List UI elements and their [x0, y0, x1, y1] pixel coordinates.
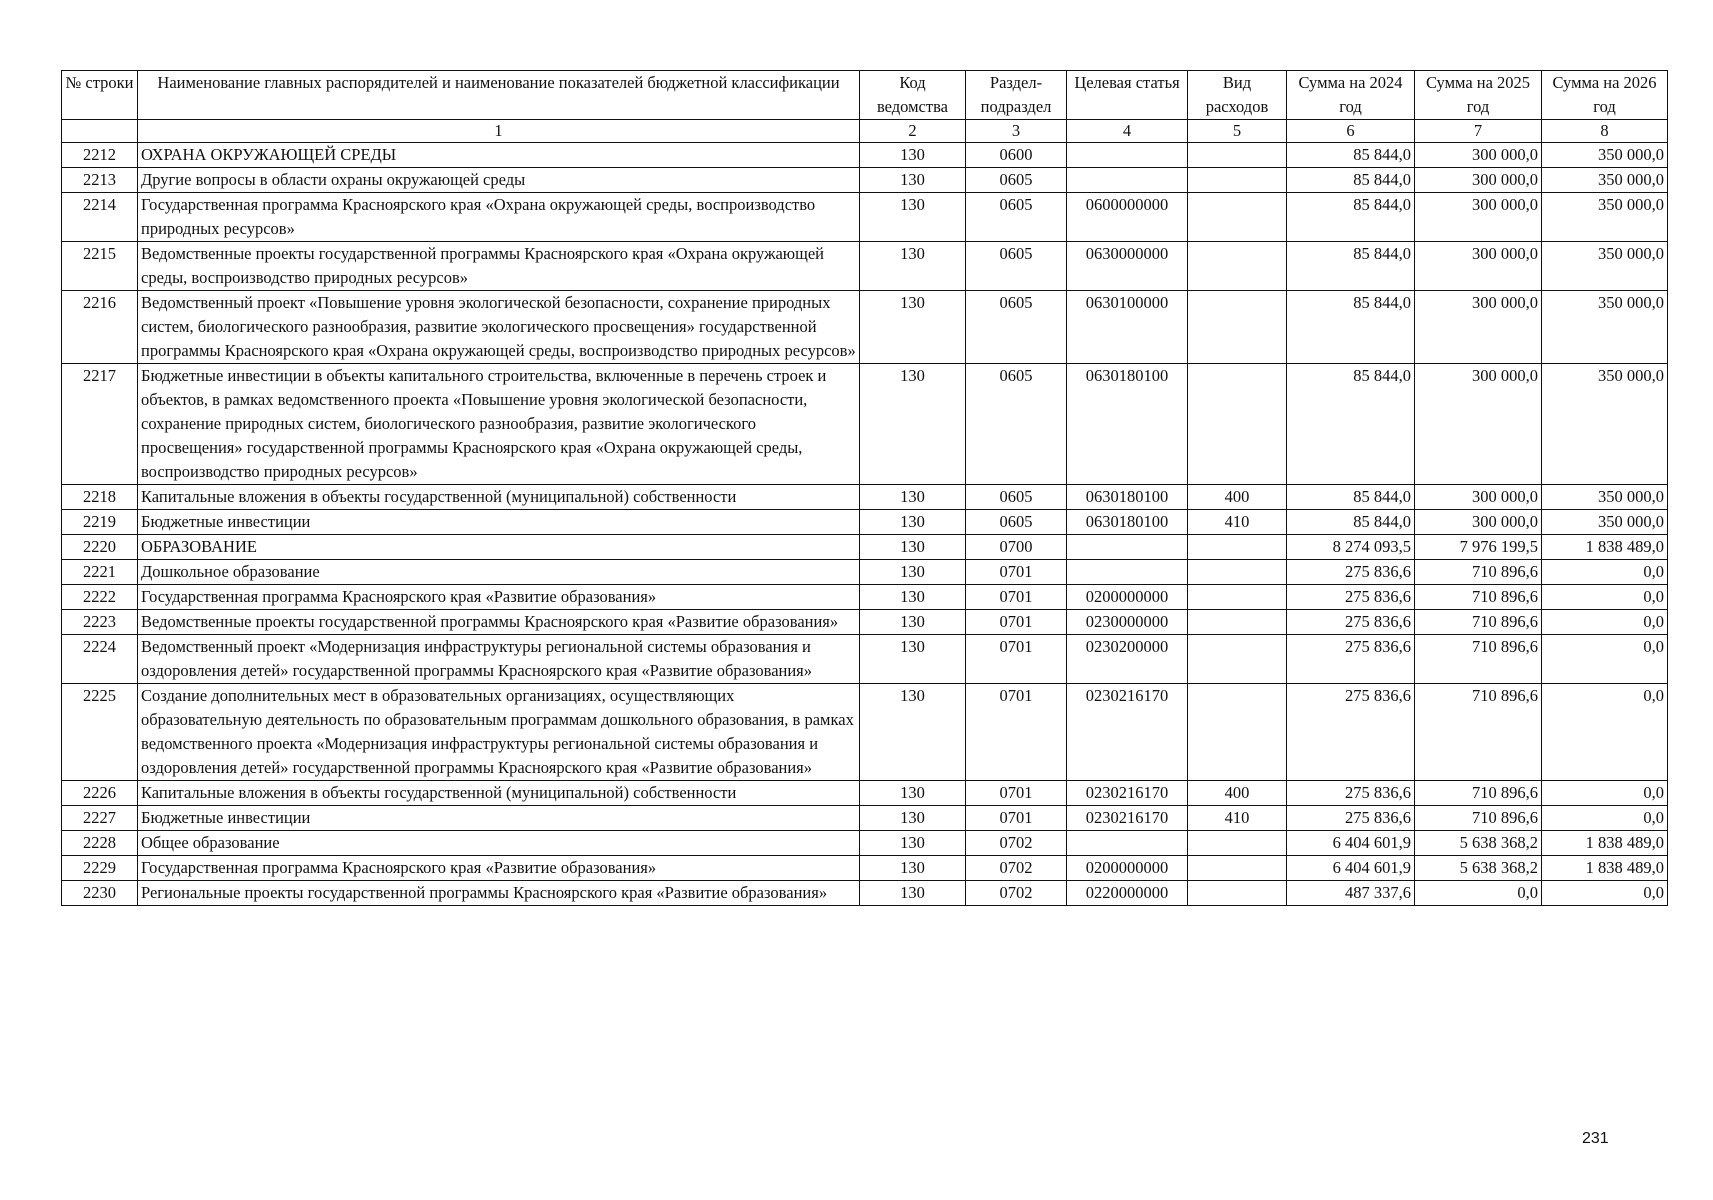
expense-type	[1188, 364, 1287, 485]
target-code: 0630180100	[1067, 485, 1188, 510]
target-code: 0230200000	[1067, 635, 1188, 684]
target-code: 0630100000	[1067, 291, 1188, 364]
table-row	[62, 535, 1668, 560]
column-number: 4	[1067, 120, 1188, 143]
sum-2026: 0,0	[1542, 585, 1668, 610]
table-row	[62, 560, 1668, 585]
sum-2025: 300 000,0	[1415, 510, 1542, 535]
row-number: 2219	[62, 510, 138, 535]
sum-2026: 350 000,0	[1542, 510, 1668, 535]
target-code	[1067, 831, 1188, 856]
target-code: 0200000000	[1067, 585, 1188, 610]
sum-2024: 275 836,6	[1287, 684, 1415, 781]
sum-2024: 275 836,6	[1287, 610, 1415, 635]
sum-2024: 6 404 601,9	[1287, 856, 1415, 881]
section-code: 0700	[966, 535, 1067, 560]
expense-type	[1188, 560, 1287, 585]
row-name: Общее образование	[138, 831, 860, 856]
target-code: 0630180100	[1067, 364, 1188, 485]
dept-code: 130	[860, 610, 966, 635]
sum-2025: 300 000,0	[1415, 485, 1542, 510]
expense-type	[1188, 831, 1287, 856]
expense-type	[1188, 856, 1287, 881]
sum-2024: 85 844,0	[1287, 291, 1415, 364]
table-row	[62, 193, 1668, 242]
section-code: 0600	[966, 143, 1067, 168]
dept-code: 130	[860, 831, 966, 856]
section-code: 0702	[966, 856, 1067, 881]
sum-2026: 350 000,0	[1542, 143, 1668, 168]
table-row	[62, 242, 1668, 291]
sum-2026: 0,0	[1542, 881, 1668, 906]
section-code: 0701	[966, 806, 1067, 831]
row-name: Бюджетные инвестиции	[138, 510, 860, 535]
row-name: Ведомственный проект «Повышение уровня экологической безопасности, сохранение природных систем, биологического разнообразия, развитие экологического просвещения» государственной программы Красноярского края «Охрана окружающей среды, воспроизводство природных ресурсов»	[138, 291, 860, 364]
sum-2024: 85 844,0	[1287, 364, 1415, 485]
sum-2024: 85 844,0	[1287, 168, 1415, 193]
sum-2026: 350 000,0	[1542, 364, 1668, 485]
sum-2025: 710 896,6	[1415, 684, 1542, 781]
expense-type	[1188, 242, 1287, 291]
row-name: ОБРАЗОВАНИЕ	[138, 535, 860, 560]
column-number: 8	[1542, 120, 1668, 143]
column-number: 2	[860, 120, 966, 143]
dept-code: 130	[860, 781, 966, 806]
sum-2026: 350 000,0	[1542, 168, 1668, 193]
budget-table	[61, 70, 1668, 906]
row-name: Другие вопросы в области охраны окружающей среды	[138, 168, 860, 193]
table-body	[62, 143, 1668, 906]
sum-2026: 0,0	[1542, 781, 1668, 806]
section-code: 0701	[966, 585, 1067, 610]
header-row-no: № строки	[62, 71, 138, 120]
header-target: Целевая статья	[1067, 71, 1188, 120]
dept-code: 130	[860, 291, 966, 364]
row-number: 2224	[62, 635, 138, 684]
table-row	[62, 143, 1668, 168]
sum-2024: 275 836,6	[1287, 635, 1415, 684]
row-number: 2226	[62, 781, 138, 806]
expense-type: 410	[1188, 806, 1287, 831]
sum-2024: 6 404 601,9	[1287, 831, 1415, 856]
sum-2026: 1 838 489,0	[1542, 535, 1668, 560]
dept-code: 130	[860, 684, 966, 781]
expense-type	[1188, 143, 1287, 168]
dept-code: 130	[860, 881, 966, 906]
expense-type	[1188, 610, 1287, 635]
row-number: 2220	[62, 535, 138, 560]
target-code: 0630000000	[1067, 242, 1188, 291]
row-number: 2217	[62, 364, 138, 485]
sum-2025: 300 000,0	[1415, 193, 1542, 242]
sum-2025: 0,0	[1415, 881, 1542, 906]
sum-2025: 7 976 199,5	[1415, 535, 1542, 560]
target-code: 0230000000	[1067, 610, 1188, 635]
row-number: 2215	[62, 242, 138, 291]
sum-2024: 275 836,6	[1287, 560, 1415, 585]
sum-2026: 0,0	[1542, 684, 1668, 781]
dept-code: 130	[860, 168, 966, 193]
sum-2024: 85 844,0	[1287, 143, 1415, 168]
section-code: 0605	[966, 168, 1067, 193]
sum-2025: 710 896,6	[1415, 806, 1542, 831]
dept-code: 130	[860, 560, 966, 585]
section-code: 0605	[966, 485, 1067, 510]
section-code: 0701	[966, 610, 1067, 635]
dept-code: 130	[860, 635, 966, 684]
target-code	[1067, 535, 1188, 560]
row-name: Ведомственные проекты государственной программы Красноярского края «Развитие образования»	[138, 610, 860, 635]
sum-2025: 300 000,0	[1415, 168, 1542, 193]
sum-2024: 85 844,0	[1287, 485, 1415, 510]
dept-code: 130	[860, 143, 966, 168]
section-code: 0701	[966, 635, 1067, 684]
table-row	[62, 485, 1668, 510]
section-code: 0701	[966, 684, 1067, 781]
sum-2024: 85 844,0	[1287, 510, 1415, 535]
table-row	[62, 291, 1668, 364]
row-name: Дошкольное образование	[138, 560, 860, 585]
sum-2025: 300 000,0	[1415, 364, 1542, 485]
table-row	[62, 168, 1668, 193]
dept-code: 130	[860, 193, 966, 242]
sum-2026: 350 000,0	[1542, 193, 1668, 242]
table-row	[62, 585, 1668, 610]
row-name: Капитальные вложения в объекты государственной (муниципальной) собственности	[138, 485, 860, 510]
dept-code: 130	[860, 856, 966, 881]
row-number: 2230	[62, 881, 138, 906]
table-row	[62, 510, 1668, 535]
column-number: 7	[1415, 120, 1542, 143]
section-code: 0605	[966, 364, 1067, 485]
sum-2024: 85 844,0	[1287, 193, 1415, 242]
sum-2026: 0,0	[1542, 610, 1668, 635]
section-code: 0605	[966, 242, 1067, 291]
sum-2024: 85 844,0	[1287, 242, 1415, 291]
row-name: Государственная программа Красноярского края «Охрана окружающей среды, воспроизводство природных ресурсов»	[138, 193, 860, 242]
sum-2026: 0,0	[1542, 635, 1668, 684]
sum-2025: 710 896,6	[1415, 560, 1542, 585]
expense-type	[1188, 535, 1287, 560]
table-row	[62, 781, 1668, 806]
dept-code: 130	[860, 485, 966, 510]
row-number: 2223	[62, 610, 138, 635]
sum-2025: 300 000,0	[1415, 143, 1542, 168]
expense-type	[1188, 193, 1287, 242]
expense-type: 400	[1188, 781, 1287, 806]
sum-2024: 487 337,6	[1287, 881, 1415, 906]
table-row	[62, 881, 1668, 906]
expense-type	[1188, 585, 1287, 610]
row-number: 2214	[62, 193, 138, 242]
header-dept-code: Код ведомства	[860, 71, 966, 120]
expense-type: 410	[1188, 510, 1287, 535]
expense-type	[1188, 168, 1287, 193]
row-number: 2227	[62, 806, 138, 831]
column-number: 1	[138, 120, 860, 143]
header-expense-type: Вид расходов	[1188, 71, 1287, 120]
expense-type	[1188, 684, 1287, 781]
header-name: Наименование главных распорядителей и наименование показателей бюджетной классификации	[138, 71, 860, 120]
sum-2025: 5 638 368,2	[1415, 831, 1542, 856]
row-name: Создание дополнительных мест в образовательных организациях, осуществляющих образовательную деятельность по образовательным программам дошкольного образования, в рамках ведомственного проекта «Модернизация инфраструктуры региональной системы образования и оздоровления детей» государственной программы Красноярского края «Развитие образования»	[138, 684, 860, 781]
sum-2025: 710 896,6	[1415, 635, 1542, 684]
column-number: 6	[1287, 120, 1415, 143]
sum-2025: 300 000,0	[1415, 242, 1542, 291]
header-section: Раздел-подраздел	[966, 71, 1067, 120]
table-row	[62, 831, 1668, 856]
sum-2024: 275 836,6	[1287, 585, 1415, 610]
row-number: 2225	[62, 684, 138, 781]
dept-code: 130	[860, 242, 966, 291]
row-name: ОХРАНА ОКРУЖАЮЩЕЙ СРЕДЫ	[138, 143, 860, 168]
row-name: Региональные проекты государственной программы Красноярского края «Развитие образования»	[138, 881, 860, 906]
target-code: 0230216170	[1067, 806, 1188, 831]
header-sum-2026: Сумма на 2026 год	[1542, 71, 1668, 120]
target-code: 0230216170	[1067, 684, 1188, 781]
target-code	[1067, 560, 1188, 585]
dept-code: 130	[860, 806, 966, 831]
dept-code: 130	[860, 535, 966, 560]
target-code: 0600000000	[1067, 193, 1188, 242]
expense-type: 400	[1188, 485, 1287, 510]
row-number: 2228	[62, 831, 138, 856]
sum-2025: 710 896,6	[1415, 781, 1542, 806]
row-number: 2222	[62, 585, 138, 610]
row-number: 2216	[62, 291, 138, 364]
row-number: 2212	[62, 143, 138, 168]
row-number: 2221	[62, 560, 138, 585]
table-row	[62, 684, 1668, 781]
sum-2024: 275 836,6	[1287, 781, 1415, 806]
target-code	[1067, 143, 1188, 168]
row-name: Бюджетные инвестиции	[138, 806, 860, 831]
sum-2026: 0,0	[1542, 806, 1668, 831]
target-code: 0230216170	[1067, 781, 1188, 806]
section-code: 0605	[966, 193, 1067, 242]
header-sum-2024: Сумма на 2024 год	[1287, 71, 1415, 120]
target-code: 0220000000	[1067, 881, 1188, 906]
section-code: 0605	[966, 291, 1067, 364]
row-number: 2213	[62, 168, 138, 193]
section-code: 0702	[966, 831, 1067, 856]
column-number	[62, 120, 138, 143]
table-row	[62, 856, 1668, 881]
expense-type	[1188, 291, 1287, 364]
section-code: 0605	[966, 510, 1067, 535]
section-code: 0702	[966, 881, 1067, 906]
section-code: 0701	[966, 781, 1067, 806]
column-number-row	[62, 120, 1668, 143]
target-code	[1067, 168, 1188, 193]
row-name: Бюджетные инвестиции в объекты капитального строительства, включенные в перечень строек и объектов, в рамках ведомственного проекта «Повышение уровня экологической безопасности, сохранение природных систем, биологического разнообразия, развитие экологического просвещения» государственной программы Красноярского края «Охрана окружающей среды, воспроизводство природных ресурсов»	[138, 364, 860, 485]
row-number: 2218	[62, 485, 138, 510]
header-row	[62, 71, 1668, 120]
table-row	[62, 364, 1668, 485]
table-row	[62, 610, 1668, 635]
sum-2026: 1 838 489,0	[1542, 831, 1668, 856]
section-code: 0701	[966, 560, 1067, 585]
dept-code: 130	[860, 364, 966, 485]
row-number: 2229	[62, 856, 138, 881]
sum-2026: 350 000,0	[1542, 291, 1668, 364]
dept-code: 130	[860, 585, 966, 610]
table-row	[62, 635, 1668, 684]
row-name: Капитальные вложения в объекты государственной (муниципальной) собственности	[138, 781, 860, 806]
target-code: 0630180100	[1067, 510, 1188, 535]
expense-type	[1188, 635, 1287, 684]
sum-2025: 710 896,6	[1415, 585, 1542, 610]
row-name: Государственная программа Красноярского края «Развитие образования»	[138, 585, 860, 610]
sum-2024: 275 836,6	[1287, 806, 1415, 831]
sum-2026: 0,0	[1542, 560, 1668, 585]
header-sum-2025: Сумма на 2025 год	[1415, 71, 1542, 120]
sum-2026: 350 000,0	[1542, 242, 1668, 291]
column-number: 3	[966, 120, 1067, 143]
sum-2025: 5 638 368,2	[1415, 856, 1542, 881]
target-code: 0200000000	[1067, 856, 1188, 881]
sum-2026: 350 000,0	[1542, 485, 1668, 510]
dept-code: 130	[860, 510, 966, 535]
row-name: Государственная программа Красноярского края «Развитие образования»	[138, 856, 860, 881]
sum-2025: 300 000,0	[1415, 291, 1542, 364]
row-name: Ведомственные проекты государственной программы Красноярского края «Охрана окружающей среды, воспроизводство природных ресурсов»	[138, 242, 860, 291]
sum-2024: 8 274 093,5	[1287, 535, 1415, 560]
table-row	[62, 806, 1668, 831]
page-number: 231	[1582, 1130, 1609, 1147]
column-number: 5	[1188, 120, 1287, 143]
row-name: Ведомственный проект «Модернизация инфраструктуры региональной системы образования и оздоровления детей» государственной программы Красноярского края «Развитие образования»	[138, 635, 860, 684]
sum-2025: 710 896,6	[1415, 610, 1542, 635]
sum-2026: 1 838 489,0	[1542, 856, 1668, 881]
expense-type	[1188, 881, 1287, 906]
